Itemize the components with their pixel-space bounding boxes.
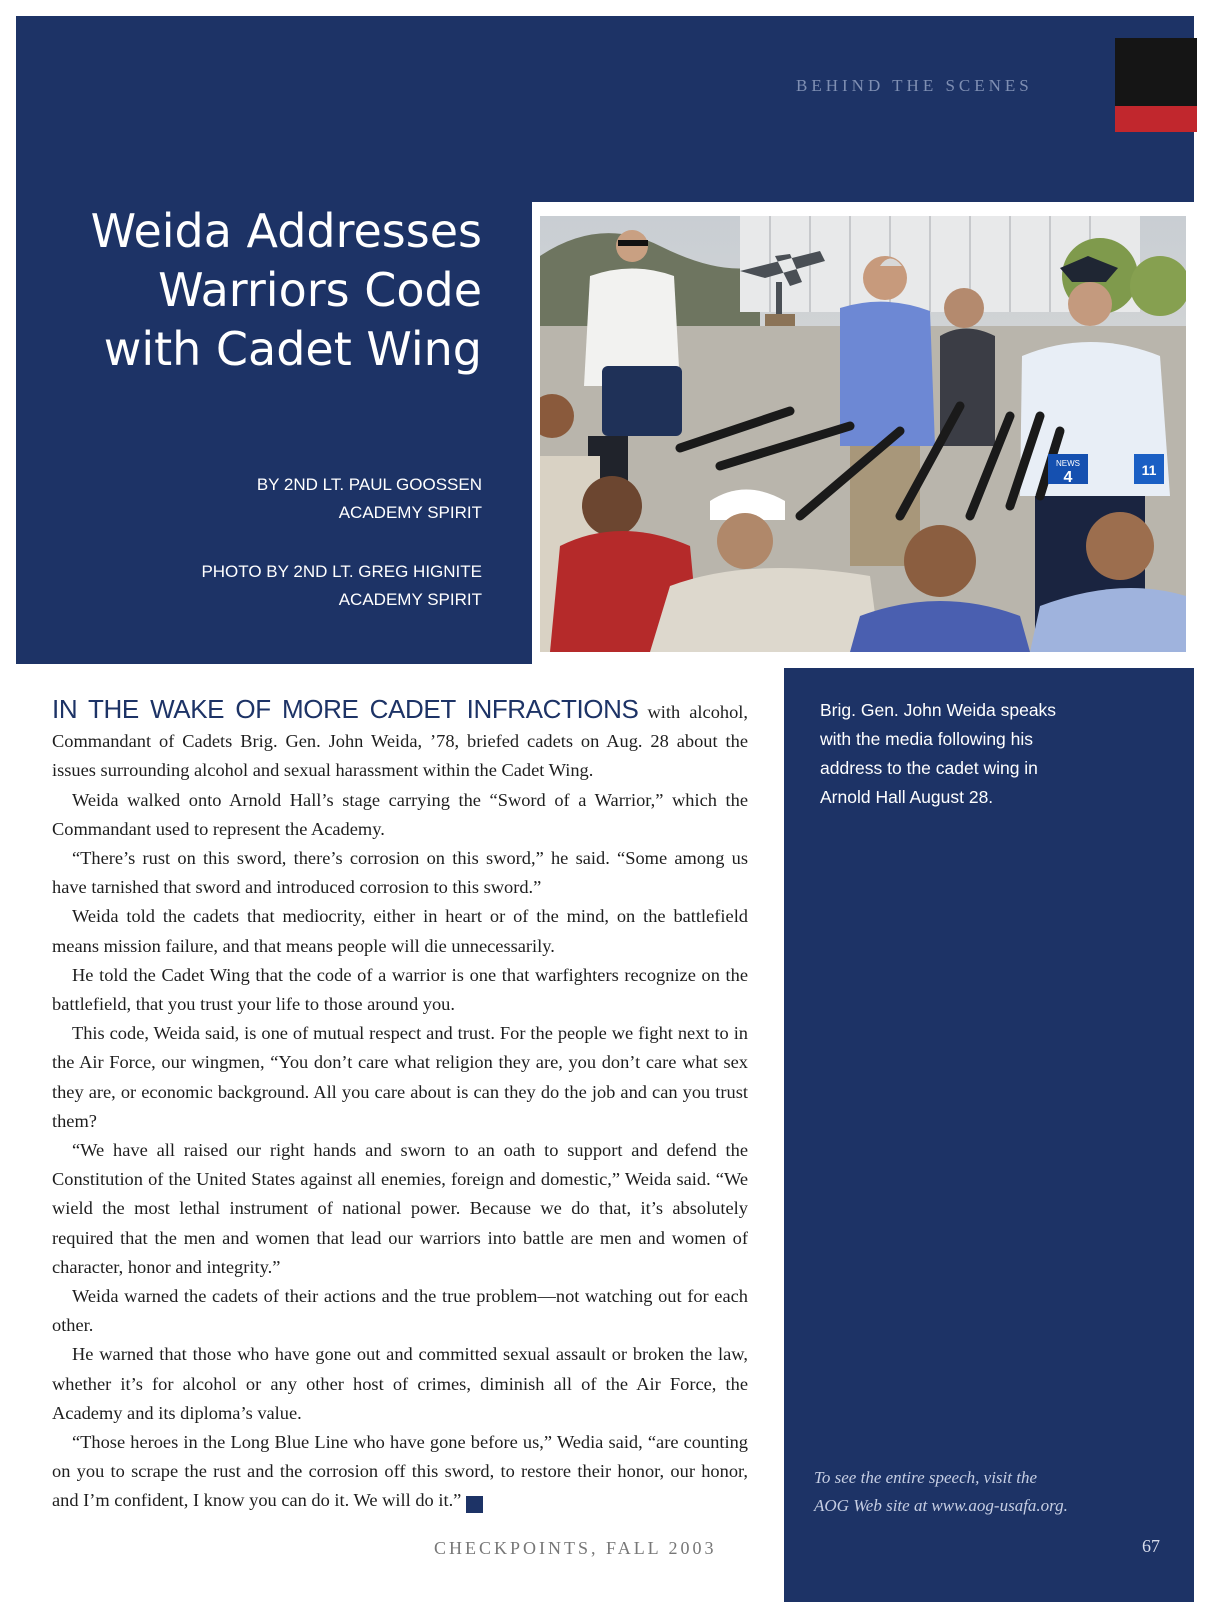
photo-caption: Brig. Gen. John Weida speaks with the media following his address to the cadet wing in Arnold Hall August 28. <box>820 700 1057 807</box>
section-tag: BEHIND THE SCENES <box>796 76 1033 95</box>
title-line: Warriors Code <box>158 263 482 317</box>
body-paragraph: He warned that those who have gone out and committed sexual assault or broken the law, whether it’s for alcohol or any other host of crimes, diminish all of the Air Force, the Academy and its diploma’s value. <box>52 1344 748 1423</box>
section-tag-black-block <box>1115 38 1197 106</box>
news4-flag-number: 4 <box>1063 469 1073 486</box>
lead-in-caps: IN THE WAKE OF MORE CADET INFRACTIONS <box>52 694 639 724</box>
title-panel <box>16 202 532 664</box>
statue-pole <box>776 282 782 316</box>
foreground-reporter-head <box>904 525 976 597</box>
lead-paragraph <box>52 695 748 786</box>
woman-head <box>944 288 984 328</box>
byline-author: BY 2ND LT. PAUL GOOSSEN <box>256 475 482 494</box>
closing-paragraph <box>52 1428 748 1516</box>
speech-note-line: AOG Web site at www.aog-usafa.org. <box>814 1496 1068 1515</box>
body-paragraph: Weida warned the cadets of their actions and the true problem—not watching out for each other. <box>52 1286 748 1336</box>
body-paragraph: Weida told the cadets that mediocrity, either in heart or of the mind, on the battlefield means mission failure, and that means people will die unnecessarily. <box>52 906 748 956</box>
title-line: Weida Addresses <box>90 204 482 258</box>
header-band <box>16 16 1194 202</box>
byline <box>257 471 482 527</box>
channel11-flag-number: 11 <box>1141 462 1157 478</box>
sound-bag <box>602 366 682 436</box>
general-head <box>1068 282 1112 326</box>
magazine-footer: CHECKPOINTS, FALL 2003 <box>434 1538 717 1558</box>
article-body <box>52 695 748 1516</box>
body-paragraph: This code, Weida said, is one of mutual respect and trust. For the people we fight next to in the Air Force, our wingmen, “You don’t care what religion they are, you don’t care what sex they are, or economic background. All you care about is can they do the job and can you trust them? <box>52 1023 748 1131</box>
lead-paragraph-text: with alcohol, Commandant of Cadets Brig. Gen. John Weida, ’78, briefed cadets on Aug. 28 about the issues surrounding alcohol and sexual harassment within the Cadet Wing. <box>52 702 749 781</box>
right-reporter-head <box>1086 512 1154 580</box>
sidebar-panel <box>784 668 1194 1602</box>
press-scrum-photo <box>540 216 1186 652</box>
closing-paragraph-text: “Those heroes in the Long Blue Line who have gone before us,” Wedia said, “are counting on you to scrape the rust and the corrosion off this sword, to restore their honor, our honor, and I’m confident, I know you can do it. We will do it.” <box>52 1432 748 1511</box>
article-title <box>91 202 482 379</box>
body-paragraph: “There’s rust on this sword, there’s corrosion on this sword,” he said. “Some among us have tarnished that sword and introduced corrosion to this sword.” <box>52 848 748 898</box>
title-line: with Cadet Wing <box>103 322 482 376</box>
cap-reporter-head <box>717 513 773 569</box>
body-paragraph: Weida walked onto Arnold Hall’s stage carrying the “Sword of a Warrior,” which the Commandant used to represent the Academy. <box>52 789 748 839</box>
photo-credit-outlet: ACADEMY SPIRIT <box>338 590 482 609</box>
photo-credit <box>201 558 482 614</box>
speech-note-line: To see the entire speech, visit the <box>814 1468 1037 1487</box>
body-paragraph: “We have all raised our right hands and sworn to an oath to support and defend the Constitution of the United States against all enemies, foreign and domestic,” Weida said. “We wield the most lethal instrument of national power. Because we do that, it’s absolutely required that the men and women that lead our warriors into battle are men and women of character, honor and integrity.” <box>52 1140 748 1277</box>
news4-flag-word: NEWS <box>1056 459 1080 468</box>
statue-pedestal <box>765 314 795 328</box>
end-mark-icon: ✓ <box>466 1496 483 1513</box>
section-tag-red-block <box>1115 106 1197 132</box>
page-number: 67 <box>1142 1536 1160 1556</box>
sunglasses <box>618 240 648 246</box>
red-jacket-reporter-head <box>582 476 642 536</box>
body-paragraph: He told the Cadet Wing that the code of a warrior is one that warfighters recognize on the battlefield, that you trust your life to those around you. <box>52 964 748 1015</box>
speech-link-note <box>814 1464 1144 1520</box>
photo-frame <box>532 202 1194 664</box>
byline-outlet: ACADEMY SPIRIT <box>338 503 482 522</box>
photo-credit-author: PHOTO BY 2ND LT. GREG HIGNITE <box>201 562 482 581</box>
